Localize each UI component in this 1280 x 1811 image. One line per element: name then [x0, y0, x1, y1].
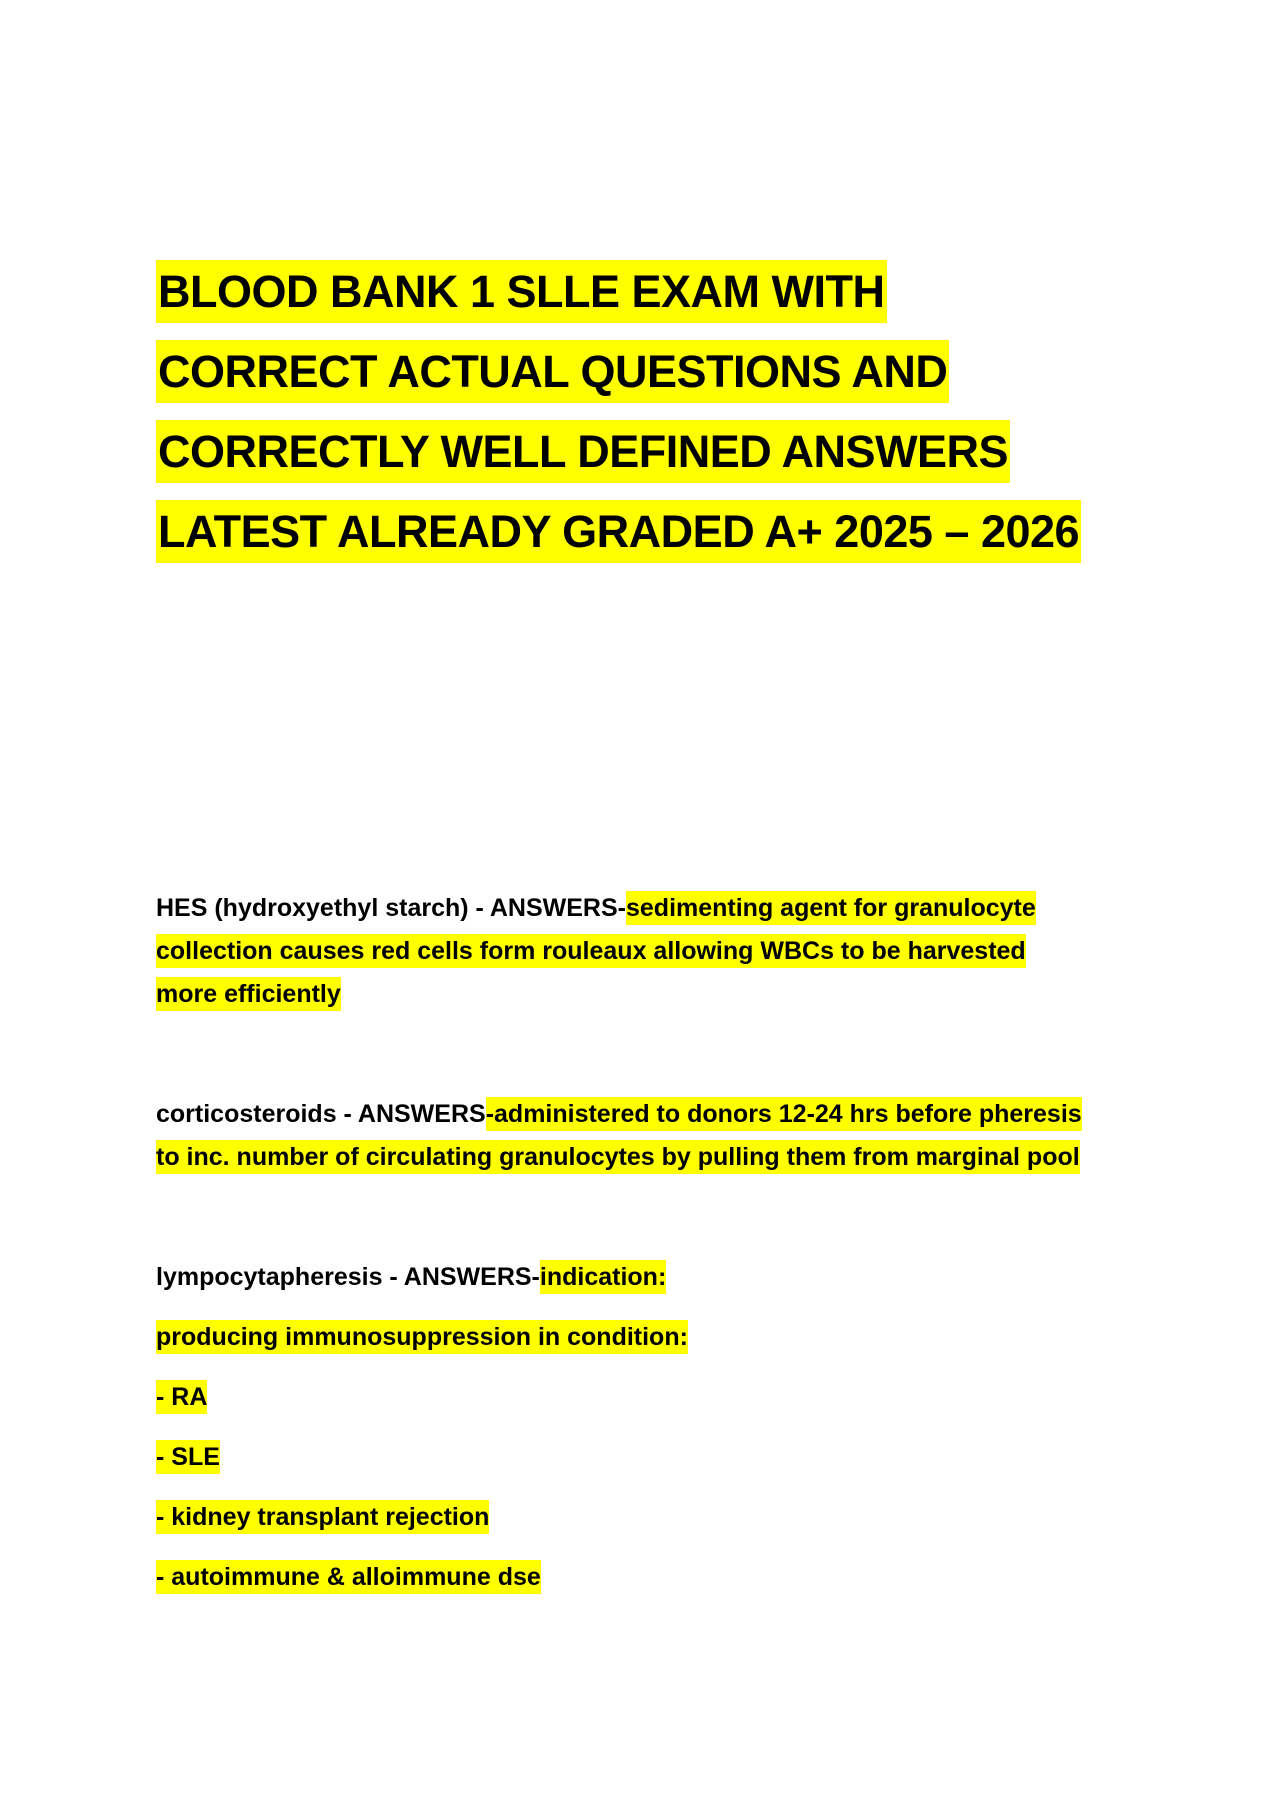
qa-line [156, 1377, 1156, 1437]
title-line: CORRECT ACTUAL QUESTIONS AND [156, 332, 1156, 412]
qa-answer: -administered to donors 12-24 hrs before pheresis [486, 1097, 1082, 1131]
qa-line [156, 1093, 1156, 1136]
qa-item-lympocytapheresis [156, 1257, 1156, 1617]
qa-line [156, 930, 1156, 973]
qa-answer: indication: [540, 1260, 666, 1294]
qa-line [156, 1557, 1156, 1617]
qa-line [156, 1317, 1156, 1377]
qa-line [156, 1497, 1156, 1557]
title-line: LATEST ALREADY GRADED A+ 2025 – 2026 [156, 492, 1156, 572]
qa-line [156, 973, 1156, 1016]
qa-answer: - SLE [156, 1440, 220, 1474]
title-line: CORRECTLY WELL DEFINED ANSWERS [156, 412, 1156, 492]
title-line: BLOOD BANK 1 SLLE EXAM WITH [156, 252, 1156, 332]
qa-line [156, 1437, 1156, 1497]
qa-answer: collection causes red cells form rouleaux allowing WBCs to be harvested [156, 934, 1026, 968]
qa-answer: - autoimmune & alloimmune dse [156, 1560, 541, 1594]
qa-term: corticosteroids - ANSWERS [156, 1100, 486, 1128]
qa-answer: producing immunosuppression in condition: [156, 1320, 688, 1354]
qa-item-hes [156, 887, 1156, 1016]
qa-answer: - RA [156, 1380, 207, 1414]
qa-line [156, 1257, 1156, 1317]
qa-term: HES (hydroxyethyl starch) - ANSWERS- [156, 894, 626, 922]
qa-line [156, 887, 1156, 930]
qa-answer: sedimenting agent for granulocyte [626, 891, 1036, 925]
qa-line [156, 1136, 1156, 1179]
qa-term: lympocytapheresis - ANSWERS- [156, 1263, 540, 1291]
qa-answer: more efficiently [156, 977, 341, 1011]
qa-answer: to inc. number of circulating granulocytes by pulling them from marginal pool [156, 1140, 1080, 1174]
qa-answer: - kidney transplant rejection [156, 1500, 489, 1534]
document-title [156, 252, 1156, 572]
qa-item-corticosteroids [156, 1093, 1156, 1179]
